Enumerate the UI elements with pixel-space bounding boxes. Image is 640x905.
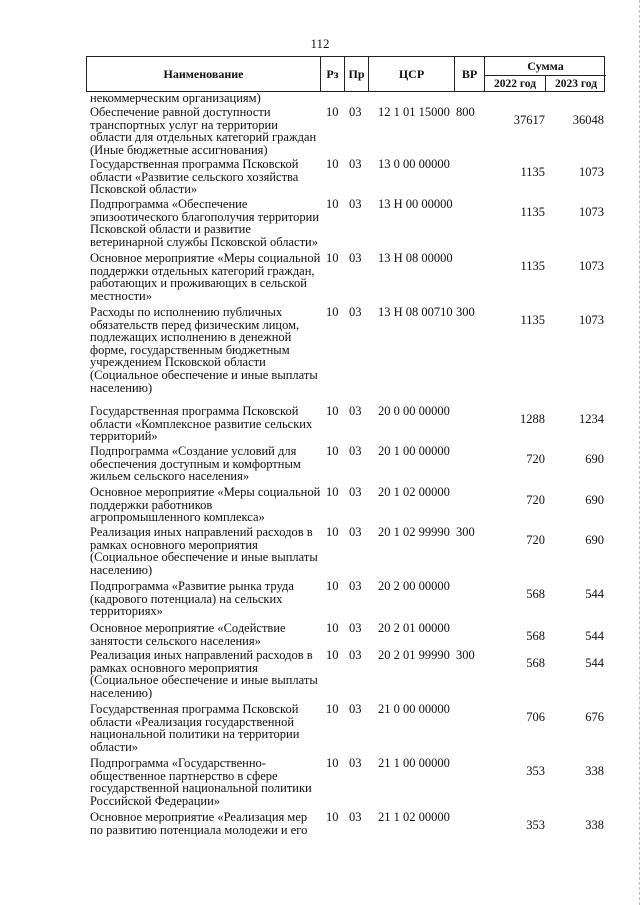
row-rz: 10 [326,197,339,211]
row-name: Реализация иных направлений расходов в рамках основного мероприятия (Социальное обеспечение и иные выплаты населению) [90,525,318,577]
row-rz: 10 [326,444,339,458]
row-vr: 300 [456,648,475,662]
page-number: 112 [310,36,330,51]
row-pr: 03 [349,756,362,770]
row-name: Подпрограмма «Государственно-общественное партнерство в сфере государственной национальной политики Российской Федерации» [90,756,312,808]
row-name: Расходы по исполнению публичных обязательств перед физическим лицом, подлежащих исполнению в денежной форме, государственным бюджетным учреждением Псковской области (Социальное обеспечение и иные выплаты населению) [90,305,318,395]
row-name: Подпрограмма «Создание условий для обеспечения доступным и комфортным жильем сельского населения» [90,444,301,484]
row-value-2022: 1135 [520,313,545,327]
row-rz: 10 [326,579,339,593]
row-rz: 10 [326,251,339,265]
row-value-2022: 1135 [520,165,545,179]
row-value-2023: 544 [585,587,604,601]
row-csr: 20 1 02 00000 [378,485,450,499]
row-name: Основное мероприятие «Меры социальной поддержки работников агропромышленного комплекса» [90,485,321,525]
row-csr: 20 2 01 00000 [378,621,450,635]
row-pr: 03 [349,621,362,635]
row-csr: 21 1 00 00000 [378,756,450,770]
row-value-2023: 1073 [579,205,604,219]
row-pr: 03 [349,197,362,211]
row-csr: 20 1 02 99990 [378,525,450,539]
row-csr: 13 0 00 00000 [378,157,450,171]
row-value-2023: 1234 [579,412,604,426]
row-value-2023: 1073 [579,259,604,273]
row-rz: 10 [326,648,339,662]
row-value-2022: 1135 [520,205,545,219]
header-rz: Рз [321,57,345,91]
row-name: Обеспечение равной доступности транспортных услуг на территории области для отдельных категорий граждан (Иные бюджетные ассигнования) [90,105,317,157]
row-vr: 300 [456,525,475,539]
row-name: Подпрограмма «Обеспечение эпизоотического благополучия территории Псковской области и развитие ветеринарной службы Псковской области» [90,197,320,249]
row-value-2023: 338 [585,764,604,778]
row-name: Основное мероприятие «Реализация мер по развитию потенциала молодежи и его [90,810,308,837]
header-vr: ВР [455,57,485,91]
row-vr: 800 [456,105,475,119]
row-csr: 13 Н 08 00000 [378,251,453,265]
row-rz: 10 [326,810,339,824]
row-csr: 20 1 00 00000 [378,444,450,458]
row-name: Государственная программа Псковской области «Реализация государственной национальной политики на территории области» [90,702,300,754]
table-header [86,56,605,92]
row-value-2022: 568 [526,656,545,670]
header-sum [485,57,606,91]
row-value-2022: 720 [526,533,545,547]
row-value-2022: 37617 [513,113,545,127]
row-value-2023: 690 [585,533,604,547]
row-value-2023: 338 [585,818,604,832]
header-csr: ЦСР [369,57,455,91]
header-sum-title: Сумма [485,57,606,76]
row-name: Государственная программа Псковской области «Комплексное развитие сельских территорий» [90,404,313,444]
row-value-2022: 1288 [520,412,545,426]
row-csr: 20 2 01 99990 [378,648,450,662]
row-vr: 300 [456,305,475,319]
row-pr: 03 [349,105,362,119]
row-csr: 21 0 00 00000 [378,702,450,716]
header-pr: Пр [345,57,369,91]
header-years [485,76,606,92]
row-value-2022: 568 [526,587,545,601]
row-rz: 10 [326,404,339,418]
row-name: Основное мероприятие «Содействие занятости сельского населения» [90,621,286,648]
row-pr: 03 [349,444,362,458]
row-value-2022: 1135 [520,259,545,273]
row-pr: 03 [349,810,362,824]
row-name: некоммерческим организациям) [90,91,261,105]
row-value-2023: 690 [585,493,604,507]
row-rz: 10 [326,702,339,716]
row-value-2023: 544 [585,656,604,670]
row-csr: 21 1 02 00000 [378,810,450,824]
row-value-2023: 676 [585,710,604,724]
row-value-2022: 568 [526,629,545,643]
row-pr: 03 [349,305,362,319]
header-name: Наименование [87,57,321,91]
row-rz: 10 [326,621,339,635]
row-name: Подпрограмма «Развитие рынка труда (кадрового потенциала) на сельских территориях» [90,579,294,619]
row-pr: 03 [349,702,362,716]
row-pr: 03 [349,525,362,539]
row-csr: 12 1 01 15000 [378,105,450,119]
row-rz: 10 [326,305,339,319]
row-rz: 10 [326,105,339,119]
row-value-2023: 1073 [579,313,604,327]
row-pr: 03 [349,251,362,265]
row-csr: 13 Н 00 00000 [378,197,453,211]
header-year-2023: 2023 год [545,76,606,92]
row-value-2023: 690 [585,452,604,466]
row-value-2023: 36048 [572,113,604,127]
row-name: Реализация иных направлений расходов в рамках основного мероприятия (Социальное обеспечение и иные выплаты населению) [90,648,318,700]
row-value-2022: 706 [526,710,545,724]
row-csr: 20 2 00 00000 [378,579,450,593]
row-value-2023: 544 [585,629,604,643]
row-value-2023: 1073 [579,165,604,179]
row-rz: 10 [326,157,339,171]
row-value-2022: 353 [526,764,545,778]
row-pr: 03 [349,157,362,171]
row-pr: 03 [349,404,362,418]
row-rz: 10 [326,485,339,499]
row-name: Основное мероприятие «Меры социальной поддержки отдельных категорий граждан, работающих и проживающих в сельской местности» [90,251,321,303]
row-pr: 03 [349,579,362,593]
row-rz: 10 [326,756,339,770]
row-value-2022: 720 [526,493,545,507]
row-name: Государственная программа Псковской области «Развитие сельского хозяйства Псковской области» [90,157,299,197]
row-value-2022: 353 [526,818,545,832]
row-csr: 20 0 00 00000 [378,404,450,418]
row-csr: 13 Н 08 00710 [378,305,453,319]
row-value-2022: 720 [526,452,545,466]
row-rz: 10 [326,525,339,539]
row-pr: 03 [349,648,362,662]
header-year-2022: 2022 год [493,78,537,90]
row-pr: 03 [349,485,362,499]
